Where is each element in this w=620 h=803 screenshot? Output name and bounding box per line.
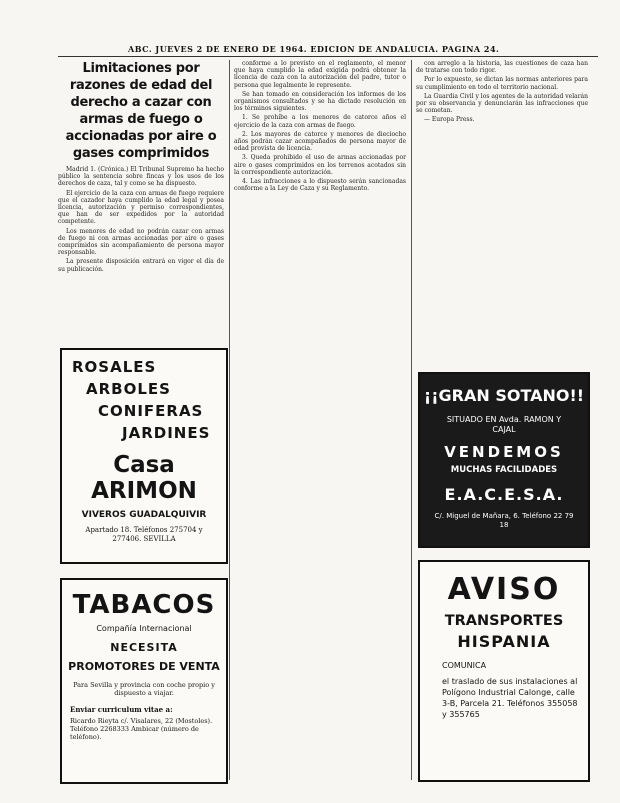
ad-company: Compañía Internacional [96,624,192,633]
paragraph: Madrid 1. (Crónica.) El Tribunal Supremo ha hecho público la sentencia sobre fincas y los usos de los derechos de caza, tal y como se ha dispuesto. [58,166,224,188]
paragraph: 3. Queda prohibido el uso de armas accionadas por aire o gases comprimidos en los terrenos acotados sin la correspondiente autorización. [234,154,406,176]
ad-text: el traslado de sus instalaciones al Polígono Industrial Calonge, calle 3-B, Parcela 21. Teléfonos 355058 y 355765 [442,677,578,719]
paragraph: Los menores de edad no podrán cazar con armas de fuego ni con armas accionadas por aire o gases comprimidos sin acompañamiento de persona mayor responsable. [58,227,224,257]
ad-line: ROSALES [72,358,157,376]
ad-line: ARBOLES [86,380,171,398]
ad-facilities: MUCHAS FACILIDADES [450,465,558,475]
ad-title: ¡¡GRAN SOTANO!! [423,386,585,405]
header-rule [58,56,598,57]
ad-role: PROMOTORES DE VENTA [68,660,220,673]
ad-tabacos [60,578,228,784]
ad-title: TABACOS [72,590,216,620]
ad-gran-sotano [418,372,590,548]
ad-aviso [418,560,590,782]
ad-line: TRANSPORTES [444,613,564,629]
column-divider [229,60,230,780]
ad-line: HISPANIA [457,632,551,651]
paragraph: Por lo expuesto, se dictan las normas anteriores para su cumplimiento en todo el territorio nacional. [416,76,588,91]
ad-comm: COMUNICA [442,661,487,670]
paragraph: La presente disposición entrará en vigor el día de su publicación. [58,258,224,273]
article-body-col1 [58,166,224,273]
paragraph: con arreglo a la historia, las cuestiones de caza han de tratarse con todo rigor. [416,60,588,75]
paragraph: El ejercicio de la caza con armas de fuego requiere que el cazador haya cumplido la edad legal y posea licencia, autorización y permiso correspondientes, que han de ser expedidos por la autoridad competente. [58,189,224,226]
ad-address: C/. Miguel de Mañara, 6. Teléfono 22 79 18 [434,512,574,529]
paragraph: — Europa Press. [424,116,475,124]
article-col-1 [58,60,224,355]
ad-send: Enviar curriculum vitae a: [70,705,173,714]
ad-contact: Ricardo Rieyta c/. Visalares, 22 (Mostoles). Teléfono 2268333 Ambicar (número de teléfono). [70,717,213,741]
paragraph: 2. Los mayores de catorce y menores de dieciocho años podrán cazar acompañados de persona mayor de edad provista de licencia. [234,130,406,153]
ad-casa-arimon [60,348,228,564]
page-header: ABC. JUEVES 2 DE ENERO DE 1964. EDICION DE ANDALUCIA. PAGINA 24. [128,44,500,54]
ad-line: CONIFERAS [98,402,204,420]
ad-sell: VENDEMOS [444,443,564,461]
article-col-2 [234,60,406,780]
paragraph: Se han tomado en consideración los informes de los organismos consultados y se ha dictado resolución en los términos siguientes. [234,90,406,113]
ad-title: AVISO [447,572,561,607]
article-title: Limitaciones por razones de edad del derecho a cazar con armas de fuego o accionadas por aire o gases comprimidos [65,61,217,161]
paragraph: La Guardia Civil y los agentes de la autoridad velarán por su observancia y denunciarán las infracciones que se cometan. [416,92,588,115]
ad-needs: NECESITA [110,641,178,654]
ad-brand: E.A.C.E.S.A. [444,485,564,504]
paragraph: 1. Se prohíbe a los menores de catorce años el ejercicio de la caza con armas de fuego. [234,114,406,129]
paragraph: 4. Las infracciones a lo dispuesto serán sancionadas conforme a la Ley de Caza y su Reglamento. [234,178,406,193]
ad-location: SITUADO EN Avda. RAMON Y CAJAL [446,415,562,434]
ad-brand: Casa ARIMON [91,452,197,504]
article-col-3 [416,60,588,370]
ad-sub: VIVEROS GUADALQUIVIR [81,510,207,520]
column-divider [411,60,412,780]
ad-address: Apartado 18. Teléfonos 275704 y 277406. SEVILLA [85,526,203,543]
ad-requirements: Para Sevilla y provincia con coche propio y dispuesto a viajar. [73,681,215,697]
paragraph: conforme a lo previsto en el reglamento, el menor que haya cumplido la edad exigida podrá obtener la licencia de caza con la autorización del padre, tutor o persona que legalmente le represente. [234,60,406,89]
ad-line: JARDINES [122,424,211,442]
